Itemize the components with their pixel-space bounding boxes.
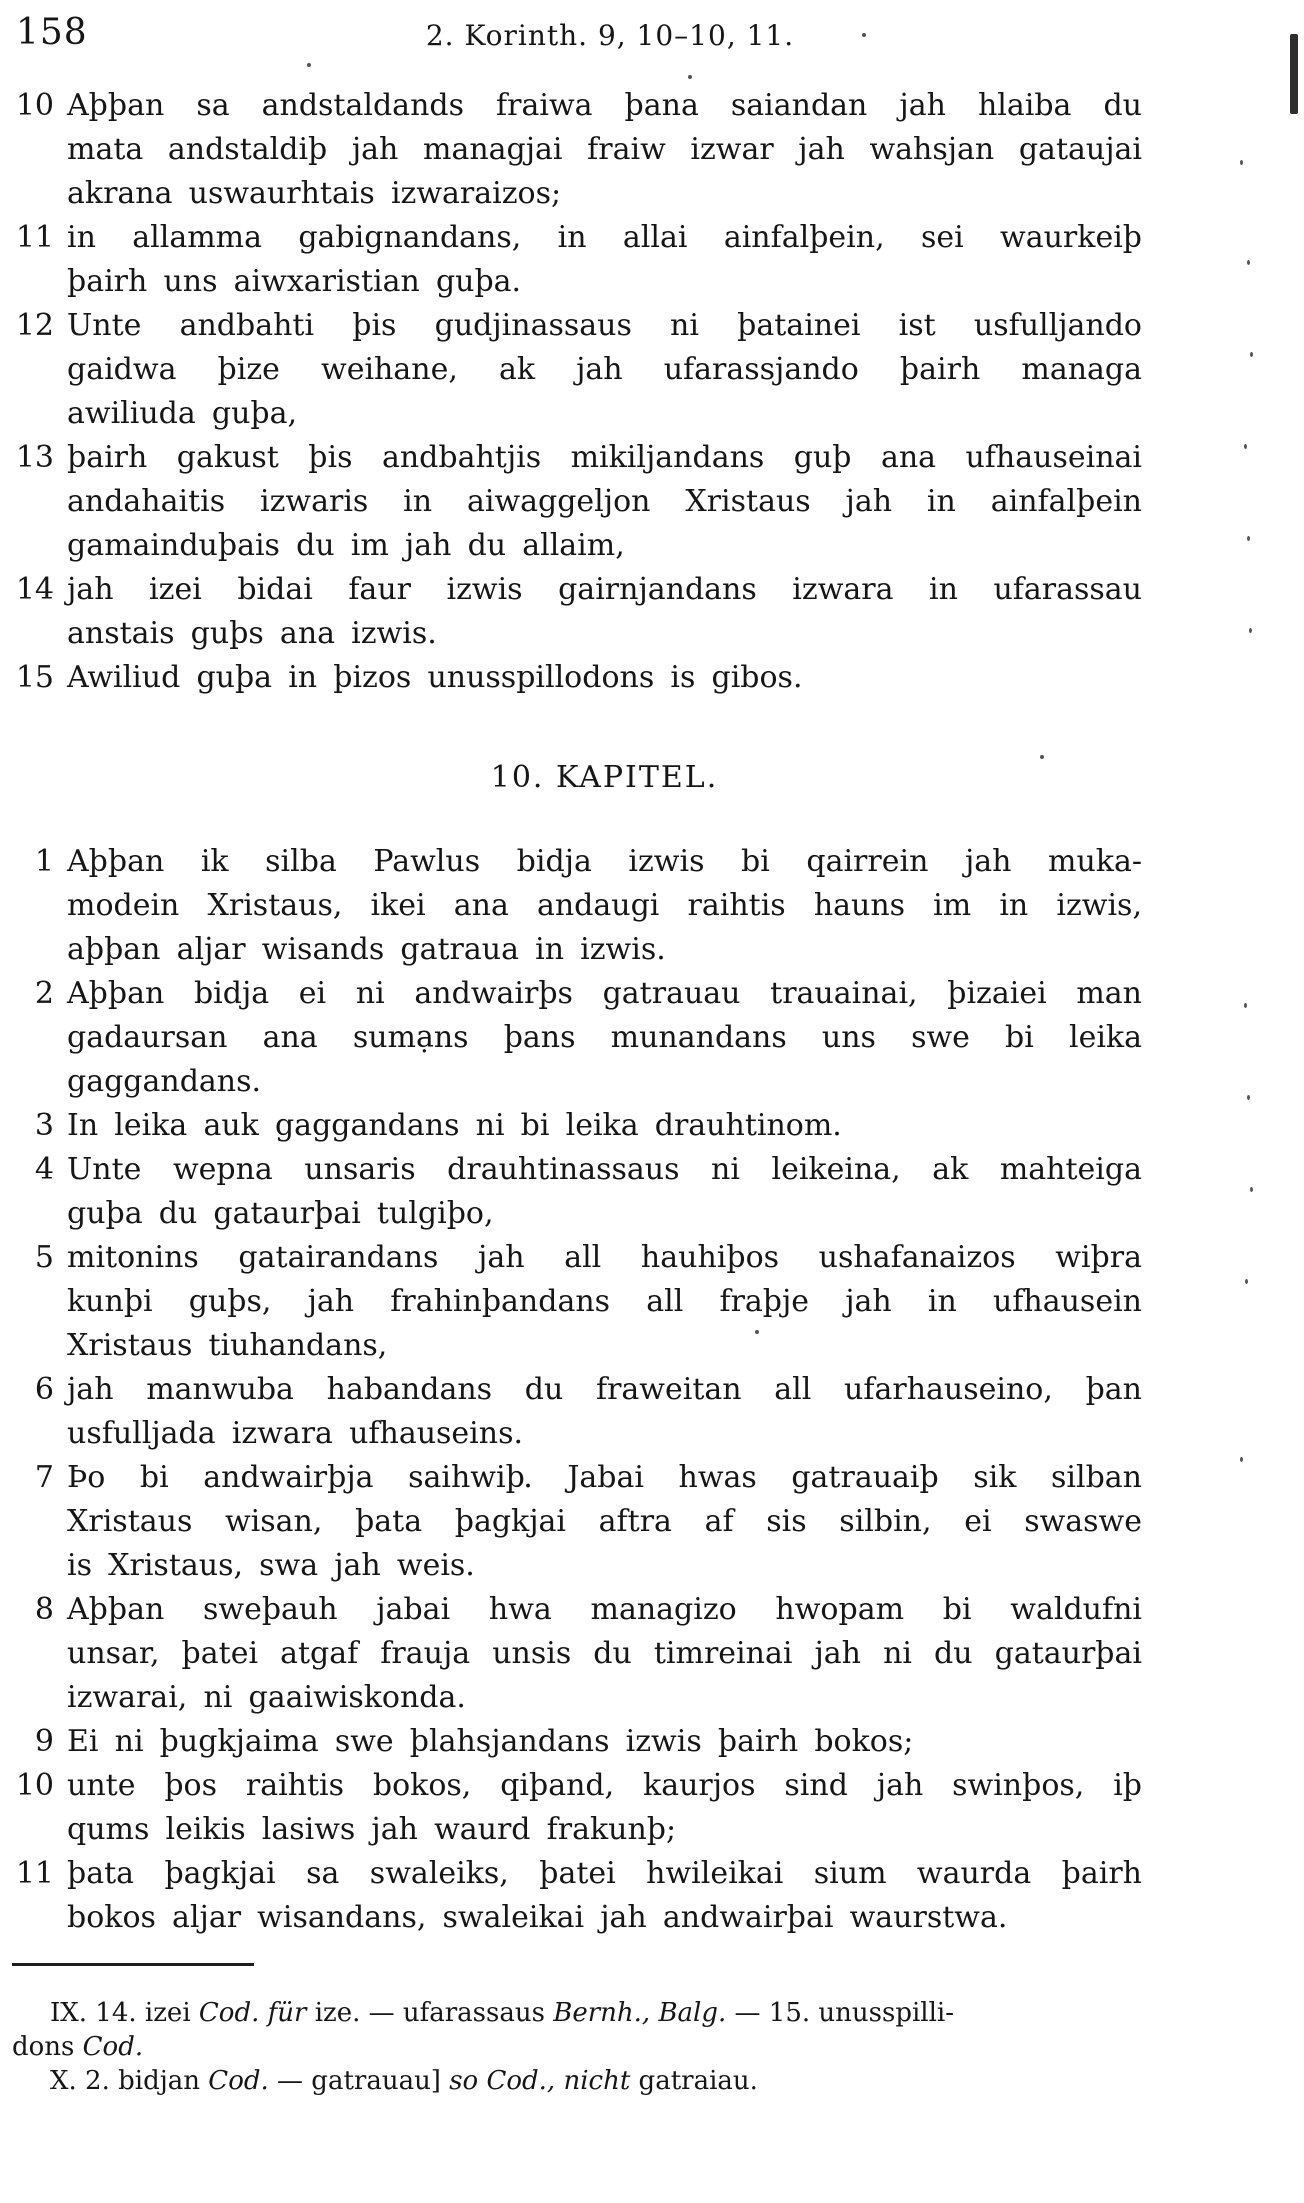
verse-line: modein Xristaus, ikei ana andaugi raihtis hauns im in izwis, bbox=[67, 888, 1142, 923]
verse-line: awiliuda guþa, bbox=[67, 396, 298, 431]
verse-line: jah izei bidai faur izwis gairnjandans izwara in ufarassau bbox=[67, 572, 1142, 607]
verse-number: 11 bbox=[15, 1856, 54, 1891]
verse-line: Aþþan bidja ei ni andwairþs gatrauau trauainai, þizaiei man bbox=[67, 976, 1142, 1011]
verse-line: izwarai, ni gaaiwiskonda. bbox=[67, 1680, 466, 1715]
verse-line: Aþþan sweþauh jabai hwa managizo hwopam bi waldufni bbox=[67, 1592, 1142, 1627]
verse-number: 9 bbox=[34, 1724, 54, 1759]
verse bbox=[0, 216, 1142, 304]
scan-speck bbox=[1250, 1187, 1253, 1192]
verse-line: gadaursan ana sumạns þans munandans uns swe bi leika bbox=[67, 1020, 1142, 1055]
scan-speck bbox=[1249, 628, 1252, 633]
chapter10-verses bbox=[0, 840, 1142, 1940]
footnotes bbox=[12, 1996, 1142, 2098]
verse-text bbox=[67, 1720, 1142, 1764]
verse-line: anstais guþs ana izwis. bbox=[67, 616, 437, 651]
footnote-segment-italic: Cod. bbox=[82, 2032, 144, 2062]
scan-speck bbox=[1244, 1003, 1247, 1008]
verse-text bbox=[67, 1236, 1142, 1368]
verse-text bbox=[67, 1764, 1142, 1852]
verse bbox=[0, 1852, 1142, 1940]
verse-line: aþþan aljar wisands gatraua in izwis. bbox=[67, 932, 666, 967]
scan-speck bbox=[1240, 1457, 1243, 1462]
verse bbox=[0, 840, 1142, 972]
verse-text bbox=[67, 972, 1142, 1104]
verse-line: unte þos raihtis bokos, qiþand, kaurjos sind jah swinþos, iþ bbox=[67, 1768, 1142, 1803]
verse-number: 4 bbox=[34, 1152, 54, 1187]
verse-text bbox=[67, 1852, 1142, 1940]
verse-line: þairh gakust þis andbahtjis mikiljandans guþ ana ufhauseinai bbox=[67, 440, 1142, 475]
text-body bbox=[0, 84, 1142, 1940]
verse-number: 3 bbox=[34, 1108, 54, 1143]
scan-speck bbox=[862, 33, 866, 37]
verse-number: 11 bbox=[15, 220, 54, 255]
footnote-separator bbox=[12, 1963, 254, 1966]
footnote-segment-italic: Cod. bbox=[208, 2066, 269, 2096]
verse bbox=[0, 1588, 1142, 1720]
scan-speck bbox=[1247, 536, 1250, 541]
footnote-line bbox=[12, 1996, 1142, 2030]
footnote-line bbox=[12, 2064, 1142, 2098]
verse-line: bokos aljar wisandans, swaleikai jah andwairþai waurstwa. bbox=[67, 1900, 1008, 1935]
scan-speck bbox=[1240, 160, 1243, 165]
verse-text bbox=[67, 1148, 1142, 1236]
verse-text bbox=[67, 1104, 1142, 1148]
verse-number: 14 bbox=[15, 572, 54, 607]
verse-line: mitonins gatairandans jah all hauhiþos ushafanaizos wiþra bbox=[67, 1240, 1142, 1275]
scan-speck bbox=[1247, 260, 1250, 265]
verse-number: 13 bbox=[15, 440, 54, 475]
verse-line: guþa du gataurþai tulgiþo, bbox=[67, 1196, 494, 1231]
verse-number: 7 bbox=[34, 1460, 54, 1495]
verse bbox=[0, 1720, 1142, 1764]
verse-line: þata þagkjai sa swaleiks, þatei hwileikai sium waurda þairh bbox=[67, 1856, 1142, 1891]
verse-line: is Xristaus, swa jah weis. bbox=[67, 1548, 475, 1583]
footnote-segment: dons bbox=[12, 2032, 83, 2062]
verse-line: Ei ni þugkjaima swe þlahsjandans izwis þairh bokos; bbox=[67, 1724, 914, 1759]
verse-text bbox=[67, 840, 1142, 972]
verse bbox=[0, 568, 1142, 656]
scan-speck bbox=[688, 75, 692, 79]
verse-line: akrana uswaurhtais izwaraizos; bbox=[67, 176, 562, 211]
verse-line: Awiliud guþa in þizos unusspillodons is gibos. bbox=[67, 660, 803, 695]
scan-speck bbox=[755, 1330, 759, 1334]
verse-line: Unte wepna unsaris drauhtinassaus ni leikeina, ak mahteiga bbox=[67, 1152, 1142, 1187]
verse-number: 15 bbox=[15, 660, 54, 695]
verse-number: 10 bbox=[15, 1768, 54, 1803]
verse-number: 1 bbox=[34, 844, 54, 879]
verse-line: Aþþan sa andstaldands fraiwa þana saiandan jah hlaiba du bbox=[67, 88, 1142, 123]
verse bbox=[0, 972, 1142, 1104]
running-title: 2. Korinth. 9, 10–10, 11. bbox=[425, 19, 795, 52]
verse-text bbox=[67, 656, 1142, 700]
footnote-segment: — gatrauau] bbox=[268, 2066, 450, 2096]
verse-line: Aþþan ik silba Pawlus bidja izwis bi qairrein jah muka- bbox=[67, 844, 1142, 879]
footnote-segment: — 15. unusspilli- bbox=[726, 1998, 955, 2028]
verse bbox=[0, 1236, 1142, 1368]
scan-speck bbox=[1250, 352, 1253, 357]
verse-number: 8 bbox=[34, 1592, 54, 1627]
verse bbox=[0, 304, 1142, 436]
verse-number: 10 bbox=[15, 88, 54, 123]
scan-speck bbox=[1040, 755, 1044, 759]
verse-line: usfulljada izwara ufhauseins. bbox=[67, 1416, 524, 1451]
verse bbox=[0, 84, 1142, 216]
footnote-segment-italic: Bernh., Balg. bbox=[553, 1998, 727, 2028]
chapter-heading: 10. KAPITEL. bbox=[490, 760, 719, 795]
verse-line: Xristaus wisan, þata þagkjai aftra af sis silbin, ei swaswe bbox=[67, 1504, 1142, 1539]
verse-line: gamainduþais du im jah du allaim, bbox=[67, 528, 625, 563]
footnote-segment-italic: so Cod., nicht bbox=[449, 2066, 631, 2096]
verse-text bbox=[67, 1588, 1142, 1720]
page-number: 158 bbox=[16, 12, 88, 53]
verse bbox=[0, 1368, 1142, 1456]
scan-speck bbox=[1247, 1095, 1250, 1100]
verse bbox=[0, 436, 1142, 568]
chapter9-verses bbox=[0, 84, 1142, 700]
footnote-segment-italic: Cod. für bbox=[198, 1998, 315, 2028]
verse-line: gaidwa þize weihane, ak jah ufarassjando þairh managa bbox=[67, 352, 1142, 387]
scan-speck bbox=[1245, 1279, 1248, 1284]
verse-text bbox=[67, 84, 1142, 216]
verse-line: Unte andbahti þis gudjinassaus ni þatainei ist usfulljando bbox=[67, 308, 1142, 343]
scan-speck bbox=[307, 63, 311, 67]
verse bbox=[0, 1456, 1142, 1588]
verse-line: In leika auk gaggandans ni bi leika drauhtinom. bbox=[67, 1108, 842, 1143]
verse-line: andahaitis izwaris in aiwaggeljon Xristaus jah in ainfalþein bbox=[67, 484, 1142, 519]
verse-number: 2 bbox=[34, 976, 54, 1011]
verse-number: 12 bbox=[15, 308, 54, 343]
footnote-line bbox=[12, 2030, 1142, 2064]
scan-artifact-bar bbox=[1290, 34, 1298, 114]
verse-line: gaggandans. bbox=[67, 1064, 262, 1099]
verse-line: Xristaus tiuhandans, bbox=[67, 1328, 388, 1363]
verse-text bbox=[67, 568, 1142, 656]
verse bbox=[0, 1104, 1142, 1148]
verse-line: unsar, þatei atgaf frauja unsis du timreinai jah ni du gataurþai bbox=[67, 1636, 1142, 1671]
verse-text bbox=[67, 1368, 1142, 1456]
verse-line: Þo bi andwairþja saihwiþ. Jabai hwas gatrauaiþ sik silban bbox=[67, 1460, 1142, 1495]
footnote-segment: gatraiau. bbox=[630, 2066, 758, 2096]
page-header bbox=[0, 10, 1304, 60]
footnote-segment: ize. — ufarassaus bbox=[314, 1998, 554, 2028]
footnote-segment: X. 2. bidjan bbox=[50, 2066, 209, 2096]
verse bbox=[0, 1148, 1142, 1236]
verse-text bbox=[67, 436, 1142, 568]
verse-line: mata andstaldiþ jah managjai fraiw izwar jah wahsjan gataujai bbox=[67, 132, 1142, 167]
verse-text bbox=[67, 1456, 1142, 1588]
verse-line: þairh uns aiwxaristian guþa. bbox=[67, 264, 522, 299]
verse-number: 6 bbox=[34, 1372, 54, 1407]
scan-speck bbox=[1244, 444, 1247, 449]
verse-text bbox=[67, 216, 1142, 304]
verse-text bbox=[67, 304, 1142, 436]
verse-number: 5 bbox=[34, 1240, 54, 1275]
verse bbox=[0, 656, 1142, 700]
verse-line: kunþi guþs, jah frahinþandans all fraþje jah in ufhausein bbox=[67, 1284, 1142, 1319]
footnote-segment: IX. 14. izei bbox=[50, 1998, 199, 2028]
verse-line: jah manwuba habandans du fraweitan all ufarhauseino, þan bbox=[67, 1372, 1142, 1407]
verse-line: in allamma gabignandans, in allai ainfalþein, sei waurkeiþ bbox=[67, 220, 1142, 255]
verse bbox=[0, 1764, 1142, 1852]
verse-line: qums leikis lasiws jah waurd frakunþ; bbox=[67, 1812, 677, 1847]
